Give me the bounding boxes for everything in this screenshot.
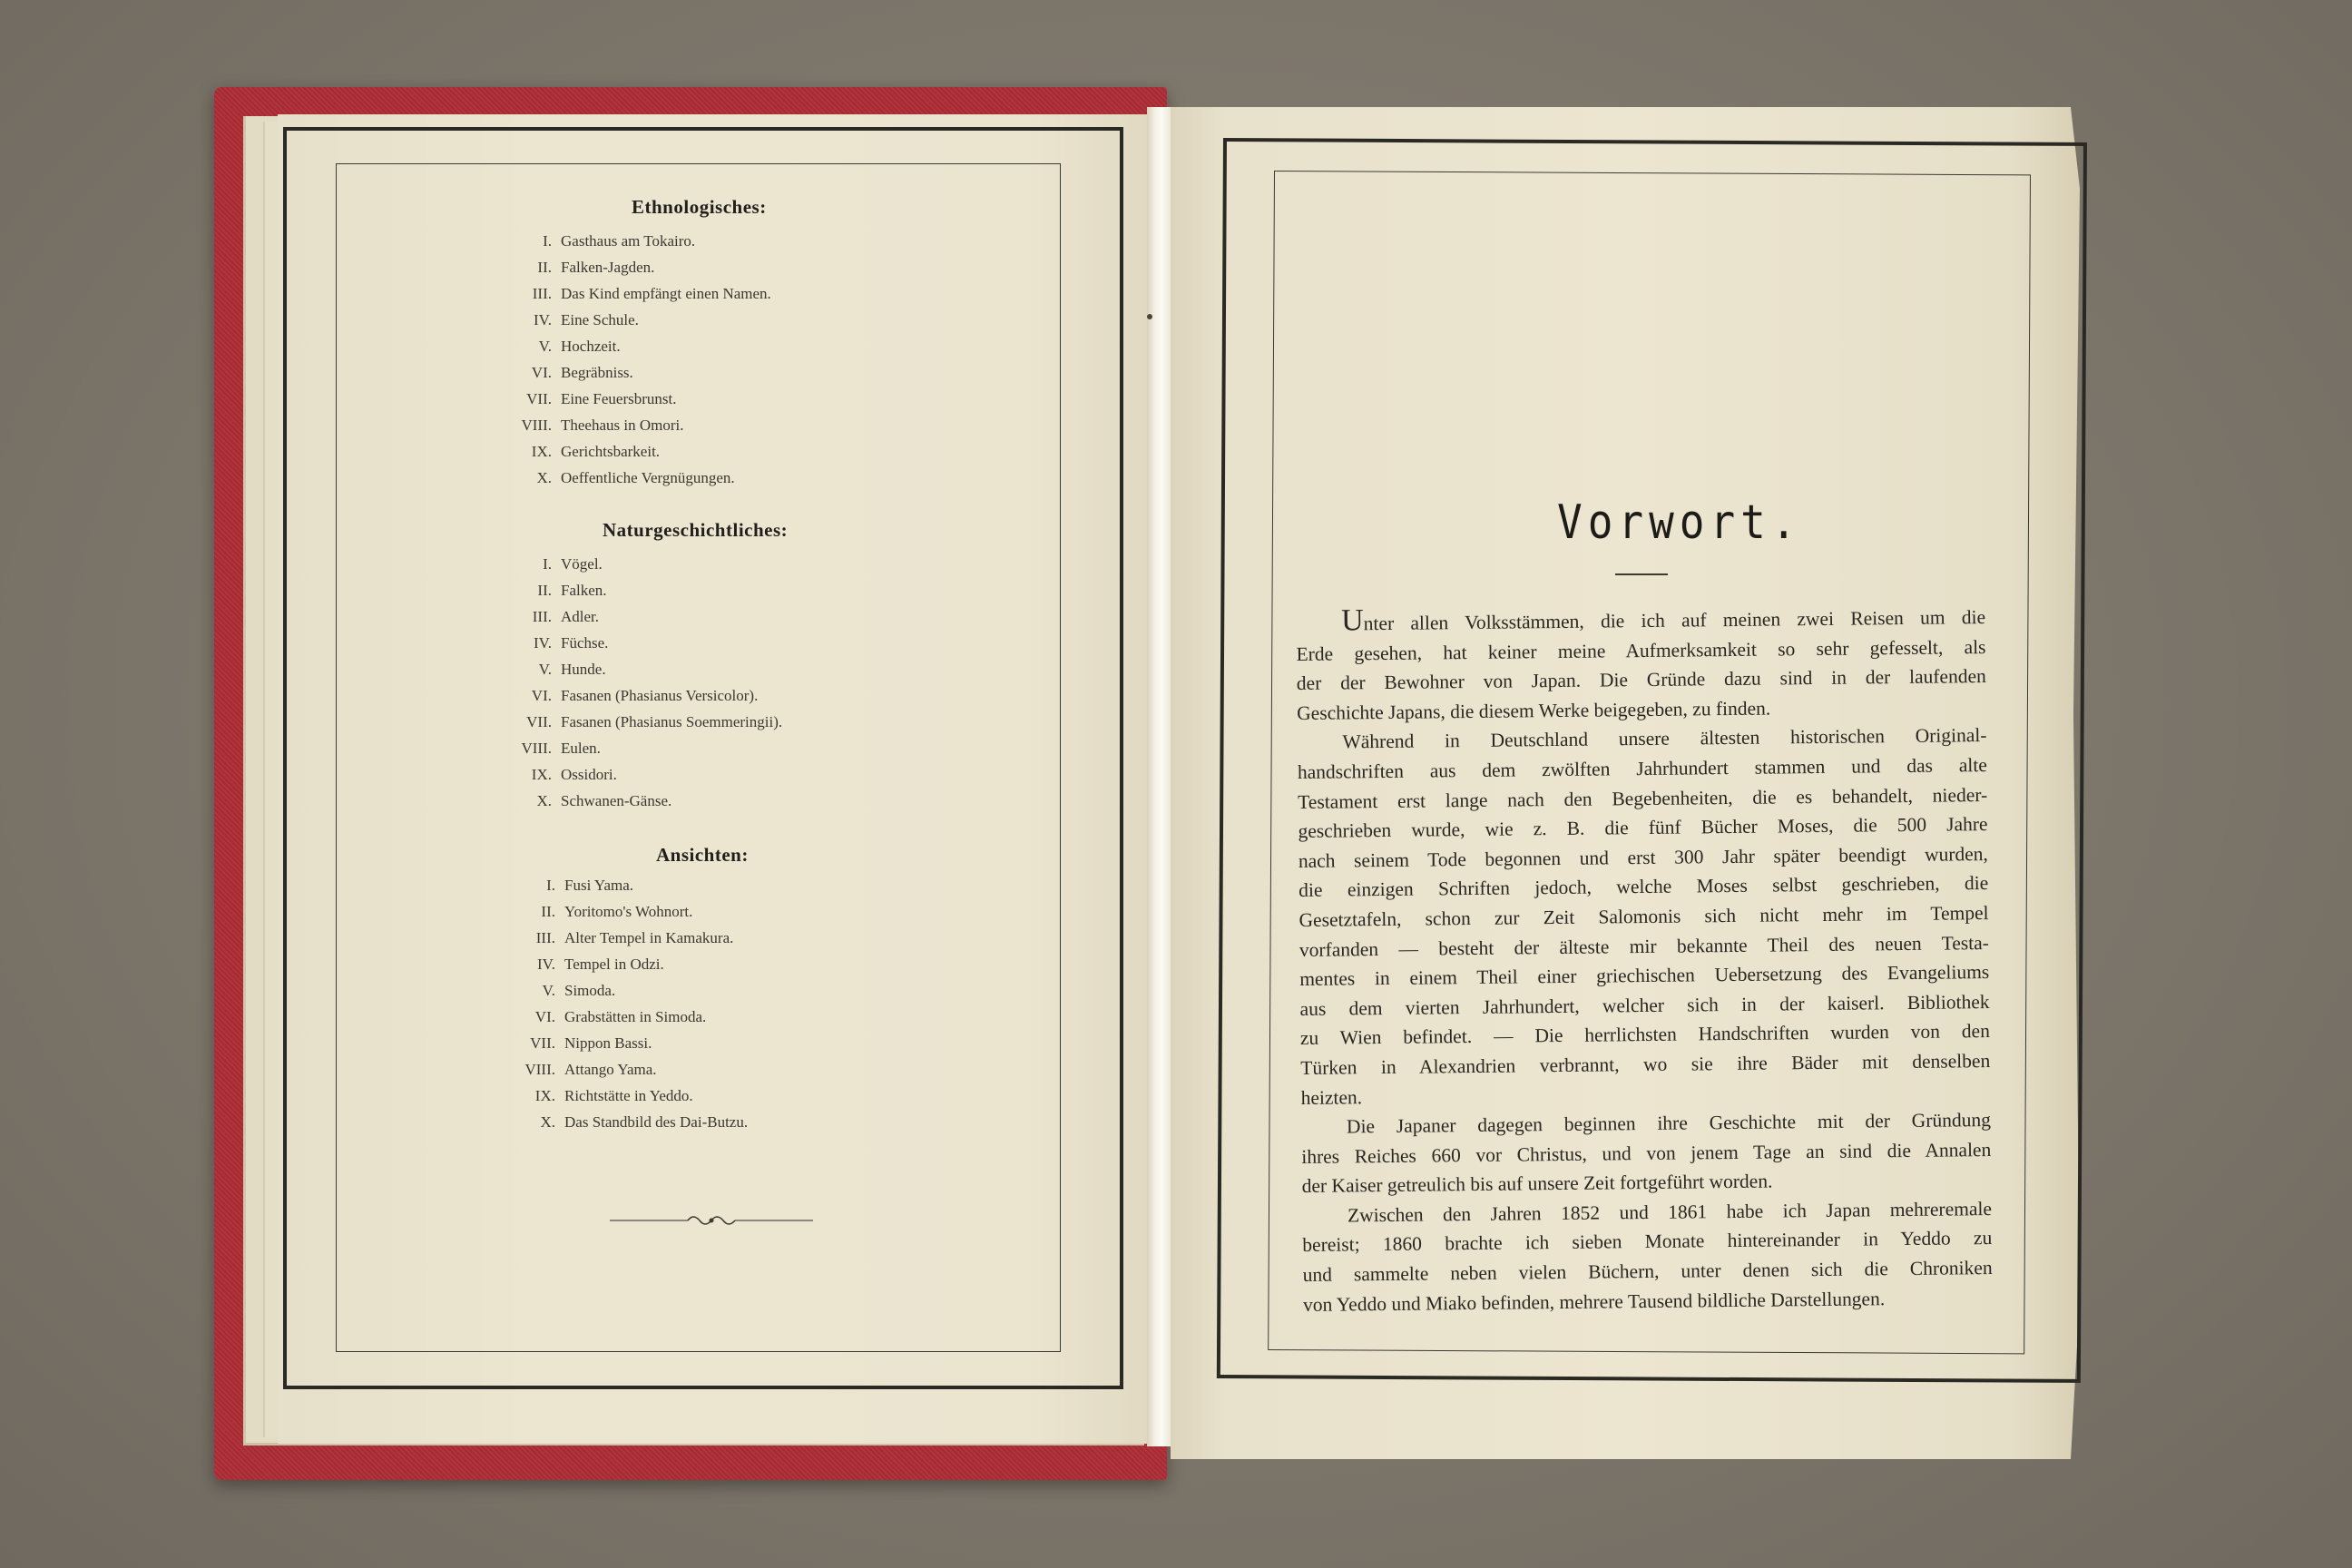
plate-caption: Füchse. xyxy=(561,634,609,652)
plate-caption: Vögel. xyxy=(561,555,603,573)
plate-list-item xyxy=(486,634,782,661)
preface-line: von Yeddo und Miako befinden, mehrere Tausend bildliche Darstellungen. xyxy=(1302,1287,1886,1316)
preface-line: Gesetztafeln, schon zur Zeit Salomonis sich nicht mehr im Tempel xyxy=(1298,901,1989,931)
plate-list-item xyxy=(486,416,771,443)
plate-number: VI. xyxy=(531,364,552,381)
plate-list-item xyxy=(486,740,782,766)
plate-number: III. xyxy=(532,285,552,302)
preface-line-text: nter allen Volksstämmen, die ich auf meinen zwei Reisen um die xyxy=(1363,606,1986,635)
plate-number: IX. xyxy=(534,1087,555,1104)
plate-caption: Begräbniss. xyxy=(561,364,633,381)
plate-caption: Falken-Jagden. xyxy=(561,259,655,276)
plate-list-item xyxy=(486,608,782,634)
plate-list-item xyxy=(486,713,782,740)
plate-list-item xyxy=(486,338,771,364)
plate-list-ethnologisches xyxy=(486,232,771,495)
plate-number: II. xyxy=(541,903,555,920)
plate-number: IX. xyxy=(531,766,552,783)
plate-list-item xyxy=(486,443,771,469)
plate-list-item xyxy=(486,792,782,818)
plate-number: III. xyxy=(535,929,555,946)
preface-line: Die Japaner dagegen beginnen ihre Geschichte mit der Gründung xyxy=(1346,1109,1992,1138)
plate-caption: Falken. xyxy=(561,582,607,599)
plate-caption: Grabstätten in Simoda. xyxy=(564,1008,707,1025)
preface-line: die einzigen Schriften jedoch, welche Moses selbst geschrieben, die xyxy=(1298,872,1989,902)
plate-number: V. xyxy=(538,338,552,355)
plate-list-item xyxy=(486,285,771,311)
dropcap-initial: U xyxy=(1340,603,1364,638)
plate-caption: Hochzeit. xyxy=(561,338,621,355)
plate-list-item xyxy=(486,259,771,285)
plate-number: IV. xyxy=(534,634,552,652)
plate-number: V. xyxy=(538,661,552,678)
plate-list-item xyxy=(486,661,782,687)
ornament-divider xyxy=(610,1210,813,1230)
plate-list-item xyxy=(490,1034,748,1061)
plate-list-item xyxy=(486,232,771,259)
book-gutter xyxy=(1147,107,1174,1446)
plate-list-naturgeschichtliches xyxy=(486,555,782,818)
plate-number: VI. xyxy=(531,687,552,704)
plate-list-item xyxy=(490,903,748,929)
preface-line: mentes in einem Theil einer griechischen Uebersetzung des Evangeliums xyxy=(1299,961,1990,991)
plate-number: IV. xyxy=(537,956,555,973)
plate-list-item xyxy=(490,929,748,956)
preface-line: aus dem vierten Jahrhundert, welcher sich in der kaiserl. Bibliothek xyxy=(1299,990,1990,1020)
plate-number: II. xyxy=(537,259,552,276)
plate-list-item xyxy=(486,364,771,390)
plate-list-item xyxy=(490,1087,748,1113)
plate-caption: Theehaus in Omori. xyxy=(561,416,684,434)
plate-list-item xyxy=(486,687,782,713)
plate-caption: Hunde. xyxy=(561,661,606,678)
plate-list-item xyxy=(486,469,771,495)
preface-line: geschrieben wurde, wie z. B. die fünf Bücher Moses, die 500 Jahre xyxy=(1298,813,1988,843)
plate-caption: Attango Yama. xyxy=(564,1061,657,1078)
plate-list-item xyxy=(490,1061,748,1087)
plate-caption: Gasthaus am Tokairo. xyxy=(561,232,696,250)
preface-line: der Kaiser getreulich bis auf unsere Zeit fortgeführt worden. xyxy=(1301,1170,1773,1198)
preface-line: ihres Reiches 660 vor Christus, und von jenem Tage an sind die Annalen xyxy=(1301,1138,1992,1168)
plate-list-item xyxy=(486,555,782,582)
plate-number: X. xyxy=(536,792,552,809)
plate-caption: Fusi Yama. xyxy=(564,877,634,894)
plate-number: II. xyxy=(537,582,552,599)
plate-caption: Yoritomo's Wohnort. xyxy=(564,903,693,920)
plate-number: VII. xyxy=(526,390,552,407)
plate-caption: Alter Tempel in Kamakura. xyxy=(564,929,734,946)
plate-number: VII. xyxy=(526,713,552,730)
plate-caption: Fasanen (Phasianus Versicolor). xyxy=(561,687,759,704)
preface-body xyxy=(1296,603,1993,1319)
section-title-ansichten: Ansichten: xyxy=(656,844,749,866)
plate-caption: Nippon Bassi. xyxy=(564,1034,652,1052)
plate-caption: Eine Feuersbrunst. xyxy=(561,390,677,407)
plate-number: IV. xyxy=(534,311,552,328)
section-title-naturgeschichtliches: Naturgeschichtliches: xyxy=(603,519,789,541)
section-title-ethnologisches: Ethnologisches: xyxy=(632,196,767,218)
plate-number: VIII. xyxy=(524,1061,555,1078)
preface-line: heizten. xyxy=(1300,1085,1363,1109)
title-rule xyxy=(1615,573,1668,575)
plate-caption: Ossidori. xyxy=(561,766,617,783)
preface-line: vorfanden — besteht der älteste mir bekannte Theil des neuen Testa- xyxy=(1298,931,1990,961)
plate-caption: Tempel in Odzi. xyxy=(564,956,664,973)
plate-number: I. xyxy=(543,555,552,573)
plate-number: VIII. xyxy=(521,416,552,434)
plate-number: I. xyxy=(546,877,555,894)
preface-line: bereist; 1860 brachte ich sieben Monate hintereinander in Yeddo zu xyxy=(1302,1227,1993,1257)
plate-caption: Adler. xyxy=(561,608,600,625)
plate-list-ansichten xyxy=(490,877,748,1140)
plate-caption: Gerichtsbarkeit. xyxy=(561,443,661,460)
preface-line: und sammelte neben vielen Büchern, unter denen sich die Chroniken xyxy=(1302,1257,1993,1287)
preface-line: zu Wien befindet. — Die herrlichsten Handschriften wurden von den xyxy=(1299,1020,1991,1050)
plate-number: VII. xyxy=(530,1034,555,1052)
plate-caption: Das Standbild des Dai-Butzu. xyxy=(564,1113,749,1131)
plate-list-item xyxy=(490,982,748,1008)
binding-thread xyxy=(1147,314,1152,319)
plate-caption: Schwanen-Gänse. xyxy=(561,792,672,809)
preface-line: Zwischen den Jahren 1852 und 1861 habe ich Japan mehreremale xyxy=(1347,1197,1993,1227)
plate-number: VI. xyxy=(534,1008,555,1025)
plate-caption: Oeffentliche Vergnügungen. xyxy=(561,469,735,486)
plate-list-item xyxy=(486,390,771,416)
plate-list-item xyxy=(486,582,782,608)
preface-line: Während in Deutschland unsere ältesten historischen Original- xyxy=(1342,724,1987,753)
plate-caption: Das Kind empfängt einen Namen. xyxy=(561,285,771,302)
plate-caption: Simoda. xyxy=(564,982,616,999)
plate-caption: Richtstätte in Yeddo. xyxy=(564,1087,693,1104)
plate-number: VIII. xyxy=(521,740,552,757)
plate-caption: Eulen. xyxy=(561,740,601,757)
plate-number: IX. xyxy=(531,443,552,460)
preface-line: nach seinem Tode begonnen und erst 300 Jahr später beendigt wurden, xyxy=(1298,842,1988,872)
preface-line: der der Bewohner von Japan. Die Gründe dazu sind in der laufenden xyxy=(1296,665,1986,695)
plate-number: X. xyxy=(540,1113,555,1131)
plate-list-item xyxy=(490,956,748,982)
preface-line: Testament erst lange nach den Begebenheiten, die es behandelt, nieder- xyxy=(1298,783,1988,813)
plate-list-item xyxy=(486,311,771,338)
plate-caption: Fasanen (Phasianus Soemmeringii). xyxy=(561,713,783,730)
preface-line: handschriften aus dem zwölften Jahrhundert stammen und das alte xyxy=(1297,754,1987,783)
preface-title: Vorwort. xyxy=(1557,494,1802,550)
plate-number: V. xyxy=(542,982,555,999)
plate-list-item xyxy=(490,1008,748,1034)
plate-caption: Eine Schule. xyxy=(561,311,639,328)
plate-list-item xyxy=(490,877,748,903)
preface-line: Erde gesehen, hat keiner meine Aufmerksamkeit so sehr gefesselt, als xyxy=(1296,635,1986,665)
preface-line: Geschichte Japans, die diesem Werke beigegeben, zu finden. xyxy=(1297,697,1771,724)
preface-line: Türken in Alexandrien verbrannt, wo sie ihre Bäder mit denselben xyxy=(1300,1049,1991,1079)
plate-number: X. xyxy=(536,469,552,486)
plate-number: I. xyxy=(543,232,552,250)
plate-list-item xyxy=(490,1113,748,1140)
plate-number: III. xyxy=(532,608,552,625)
plate-list-item xyxy=(486,766,782,792)
